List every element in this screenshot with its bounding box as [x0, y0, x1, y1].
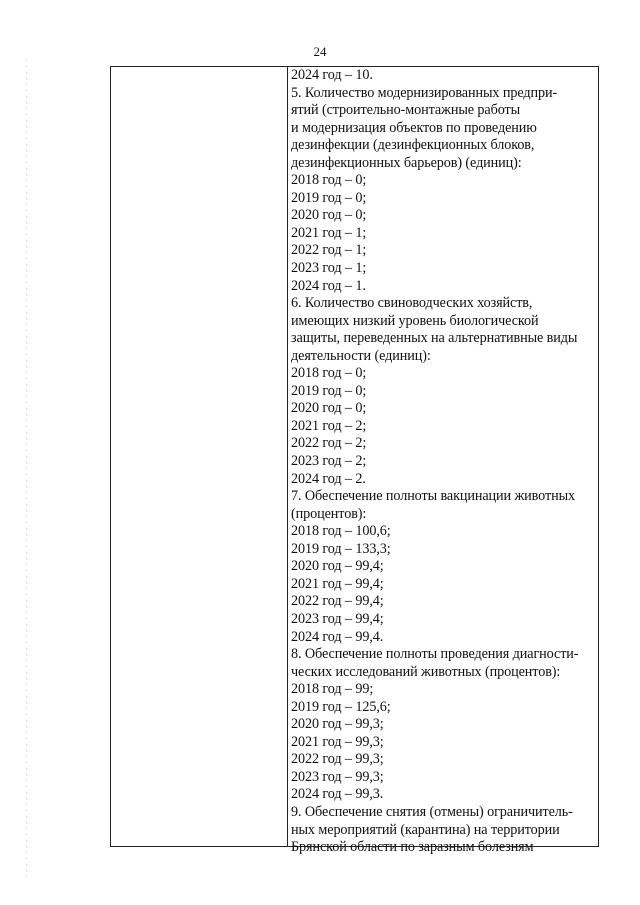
text-line: 2023 год – 1;	[291, 260, 367, 277]
page-number: 24	[313, 44, 327, 59]
text-line: 2018 год – 99;	[291, 681, 374, 698]
table-right-cell	[288, 67, 598, 856]
text-line: 2024 год – 99,4.	[291, 628, 384, 645]
text-line: и модернизация объектов по проведению	[291, 119, 537, 136]
text-line: 8. Обеспечение полноты проведения диагности-	[291, 646, 579, 663]
text-line: 2019 год – 125,6;	[291, 698, 391, 715]
text-line: 2019 год – 0;	[291, 382, 367, 399]
text-line: защиты, переведенных на альтернативные виды	[291, 330, 578, 347]
scan-margin-dots	[26, 60, 27, 880]
text-line: 2022 год – 99,3;	[291, 751, 384, 768]
text-line: 2022 год – 99,4;	[291, 593, 384, 610]
text-line: 2023 год – 99,3;	[291, 768, 384, 785]
text-line: 2018 год – 100,6;	[291, 523, 391, 540]
text-line: (процентов):	[291, 505, 367, 522]
text-line: 2020 год – 99,4;	[291, 558, 384, 575]
text-line: 2020 год – 99,3;	[291, 716, 384, 733]
text-line: деятельности (единиц):	[291, 347, 431, 364]
text-line: 5. Количество модернизированных предпри-	[291, 84, 558, 101]
text-line: 2023 год – 2;	[291, 453, 367, 470]
text-line: 7. Обеспечение полноты вакцинации животных	[291, 488, 575, 505]
document-table	[110, 66, 599, 856]
text-line: ятий (строительно-монтажные работы	[291, 102, 521, 119]
text-line: 2020 год – 0;	[291, 207, 367, 224]
text-line: 2021 год – 1;	[291, 224, 367, 241]
text-line: 2018 год – 0;	[291, 365, 367, 382]
text-line: 2023 год – 99,4;	[291, 610, 384, 627]
text-line: имеющих низкий уровень биологической	[291, 312, 539, 329]
text-line: 6. Количество свиноводческих хозяйств,	[291, 295, 533, 312]
text-line: 2024 год – 1.	[291, 277, 366, 294]
text-line: дезинфекционных барьеров) (единиц):	[291, 154, 522, 171]
text-line: 2020 год – 0;	[291, 400, 367, 417]
text-line: 2024 год – 99,3.	[291, 786, 384, 803]
text-line: 2019 год – 0;	[291, 189, 367, 206]
text-line: 2021 год – 2;	[291, 417, 367, 434]
text-line: 2018 год – 0;	[291, 172, 367, 189]
text-line: 2019 год – 133,3;	[291, 540, 391, 557]
text-line: 2022 год – 2;	[291, 435, 367, 452]
text-line: 2024 год – 10.	[291, 67, 373, 83]
table-left-cell	[111, 67, 288, 846]
text-line: ческих исследований животных (процентов):	[291, 663, 561, 680]
text-line: дезинфекции (дезинфекционных блоков,	[291, 137, 535, 154]
text-line: 2021 год – 99,3;	[291, 733, 384, 750]
text-line: ных мероприятий (карантина) на территории	[291, 821, 560, 838]
text-line: 2024 год – 2.	[291, 470, 366, 487]
text-line: Брянской области по заразным болезням	[291, 839, 534, 856]
text-line: 2022 год – 1;	[291, 242, 367, 259]
text-line: 2021 год – 99,4;	[291, 575, 384, 592]
text-line: 9. Обеспечение снятия (отмены) ограничитель-	[291, 803, 573, 820]
